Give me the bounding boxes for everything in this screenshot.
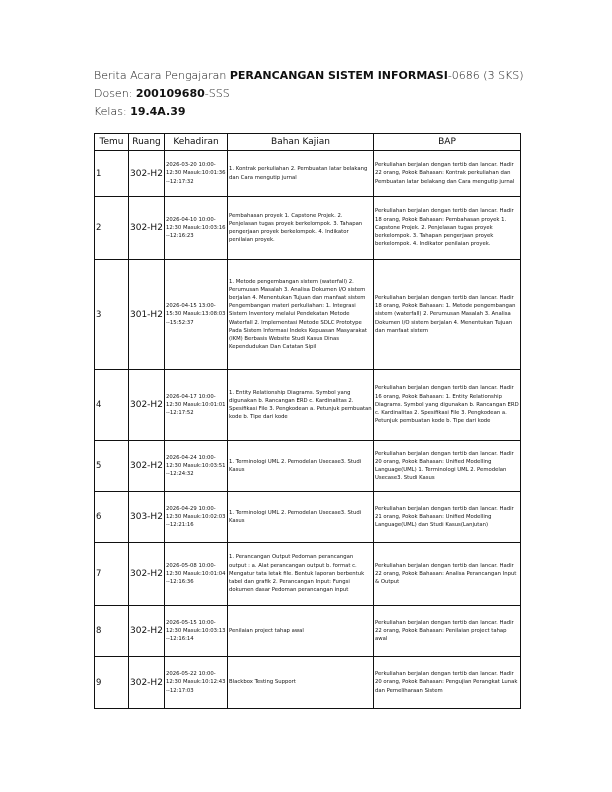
attendance: 2026-05-15 10:00-12:30 Masuk:10:03:13 --12:16:14 [165,606,228,657]
topic: 1. Terminologi UML 2. Pemodelan Usecase3. Studi Kasus [228,492,374,543]
document-header [94,67,534,121]
bap-note: Perkuliahan berjalan dengan tertib dan lancar. Hadir 22 orang, Pokok Bahasan: Kontrak perkuliahan dan Pembuatan latar belakang dan Cara mengutip jurnal [374,151,521,197]
meeting-number: 7 [95,543,129,606]
attendance: 2026-04-15 13:00-15:30 Masuk:13:08:03 --15:52:37 [165,260,228,370]
bap-note: Perkuliahan berjalan dengan tertib dan lancar. Hadir 18 orang, Pokok Bahasan: 1. Metode pengembangan sistem (waterfall) 2. Perumusan Masalah 3. Analisa Dokumen I/O sistem berjalan 4. Menentukan Tujuan dan manfaat sistem [374,260,521,370]
class-line [94,103,534,121]
bap-note: Perkuliahan berjalan dengan tertib dan lancar. Hadir 21 orang, Pokok Bahasan: Unified Modelling Language(UML) dan Studi Kasus(Lanjutan) [374,492,521,543]
teaching-report-table [94,133,521,709]
header-kehadiran: Kehadiran [165,134,228,151]
bap-note: Perkuliahan berjalan dengan tertib dan lancar. Hadir 22 orang, Pokok Bahasan: Penilaian project tahap awal [374,606,521,657]
bap-note: Perkuliahan berjalan dengan tertib dan lancar. Hadir 18 orang, Pokok Bahasan: Pembahasan proyek 1. Capstone Projek. 2. Penjelasan tugas proyek berkelompok. 3. Tahapan pengerjaan proyek berkelompok. 4. Indikator penilaian proyek. [374,197,521,260]
room: 303-H2 [129,492,165,543]
table-row [95,260,521,370]
room: 302-H2 [129,543,165,606]
table-row [95,441,521,492]
room: 302-H2 [129,151,165,197]
lecturer-line [94,85,534,103]
lecturer-suffix: -SSS [204,87,230,100]
attendance: 2026-04-17 10:00-12:30 Masuk:10:01:01 --12:17:52 [165,370,228,441]
header-bahan-kajian: Bahan Kajian [228,134,374,151]
attendance: 2026-04-24 10:00-12:30 Masuk:10:03:51 --12:24:32 [165,441,228,492]
attendance: 2026-05-22 10:00-12:30 Masuk:10:12:43 --12:17:03 [165,657,228,709]
title-line [94,67,534,85]
table-row [95,492,521,543]
class-value: 19.4A.39 [130,105,186,118]
attendance: 2026-04-10 10:00-12:30 Masuk:10:03:16 --12:16:23 [165,197,228,260]
lecturer-label: Dosen: [94,87,136,100]
meeting-number: 1 [95,151,129,197]
attendance: 2026-03-20 10:00-12:30 Masuk:10:01:36 --12:17:32 [165,151,228,197]
topic: 1. Metode pengembangan sistem (waterfall) 2. Perumusan Masalah 3. Analisa Dokumen I/O sistem berjalan 4. Menentukan Tujuan dan manfaat sistem Pengembangan materi perkuliahan: 1. Integrasi Sistem Inventory melalui Pendekatan Metode Waterfall 2. Implementasi Metode SDLC Prototype Pada Sistem Informasi Indeks Kepuasan Masyarakat (IKM) Berbasis Website Studi Kasus Dinas Kependudukan Dan Catatan Sipil [228,260,374,370]
course-name: PERANCANGAN SISTEM INFORMASI [229,69,448,82]
attendance: 2026-05-08 10:00-12:30 Masuk:10:01:04 --12:16:36 [165,543,228,606]
header-temu: Temu [95,134,129,151]
topic: 1. Kontrak perkuliahan 2. Pembuatan latar belakang dan Cara mengutip jurnal [228,151,374,197]
meeting-number: 4 [95,370,129,441]
table-row [95,657,521,709]
meeting-number: 3 [95,260,129,370]
topic: Penilaian project tahap awal [228,606,374,657]
title-prefix: Berita Acara Pengajaran [94,69,230,82]
bap-note: Perkuliahan berjalan dengan tertib dan lancar. Hadir 20 orang, Pokok Bahasan: Unified Modelling Language(UML) 1. Terminologi UML 2. Pemodelan Usecase3. Studi Kasus [374,441,521,492]
room: 302-H2 [129,606,165,657]
topic: 1. Terminologi UML 2. Pemodelan Usecase3. Studi Kasus [228,441,374,492]
topic: Pembahasan proyek 1. Capstone Projek. 2. Penjelasan tugas proyek berkelompok. 3. Tahapan pengerjaan proyek berkelompok. 4. Indikator penilaian proyek. [228,197,374,260]
meeting-number: 2 [95,197,129,260]
class-label: Kelas: [94,105,131,118]
table-row [95,197,521,260]
topic: Blackbox Testing Support [228,657,374,709]
header-bap: BAP [374,134,521,151]
table-row [95,543,521,606]
table-row [95,151,521,197]
bap-note: Perkuliahan berjalan dengan tertib dan lancar. Hadir 22 orang, Pokok Bahasan: Analisa Perancangan Input & Output [374,543,521,606]
room: 301-H2 [129,260,165,370]
table-row [95,370,521,441]
room: 302-H2 [129,657,165,709]
bap-note: Perkuliahan berjalan dengan tertib dan lancar. Hadir 16 orang, Pokok Bahasan: 1. Entity Relationship Diagrams. Symbol yang digunakan b. Rancangan ERD c. Kardinalitas 2. Spesifikasi File 3. Pengkodean a. Petunjuk pembuatan kode b. Tipe dari kode [374,370,521,441]
meeting-number: 6 [95,492,129,543]
room: 302-H2 [129,441,165,492]
topic: 1. Perancangan Output Pedoman perancangan output : a. Alat perancangan output b. format c. Mengatur tata letak file. Bentuk laporan berbentuk tabel dan grafik 2. Perancangan Input: Fungsi dokumen dasar Pedoman perancangan input [228,543,374,606]
meeting-number: 8 [95,606,129,657]
meeting-number: 9 [95,657,129,709]
course-code: -0686 (3 SKS) [447,69,524,82]
meeting-number: 5 [95,441,129,492]
header-ruang: Ruang [129,134,165,151]
bap-note: Perkuliahan berjalan dengan tertib dan lancar. Hadir 20 orang, Pokok Bahasan: Pengujian Perangkat Lunak dan Pemeliharaan Sistem [374,657,521,709]
room: 302-H2 [129,197,165,260]
topic: 1. Entity Relationship Diagrams. Symbol yang digunakan b. Rancangan ERD c. Kardinalitas 2. Spesifikasi File 3. Pengkodean a. Petunjuk pembuatan kode b. Tipe dari kode [228,370,374,441]
lecturer-id: 200109680 [135,87,205,100]
table-header-row [95,134,521,151]
room: 302-H2 [129,370,165,441]
attendance: 2026-04-29 10:00-12:30 Masuk:10:02:03 --12:21:16 [165,492,228,543]
table-row [95,606,521,657]
